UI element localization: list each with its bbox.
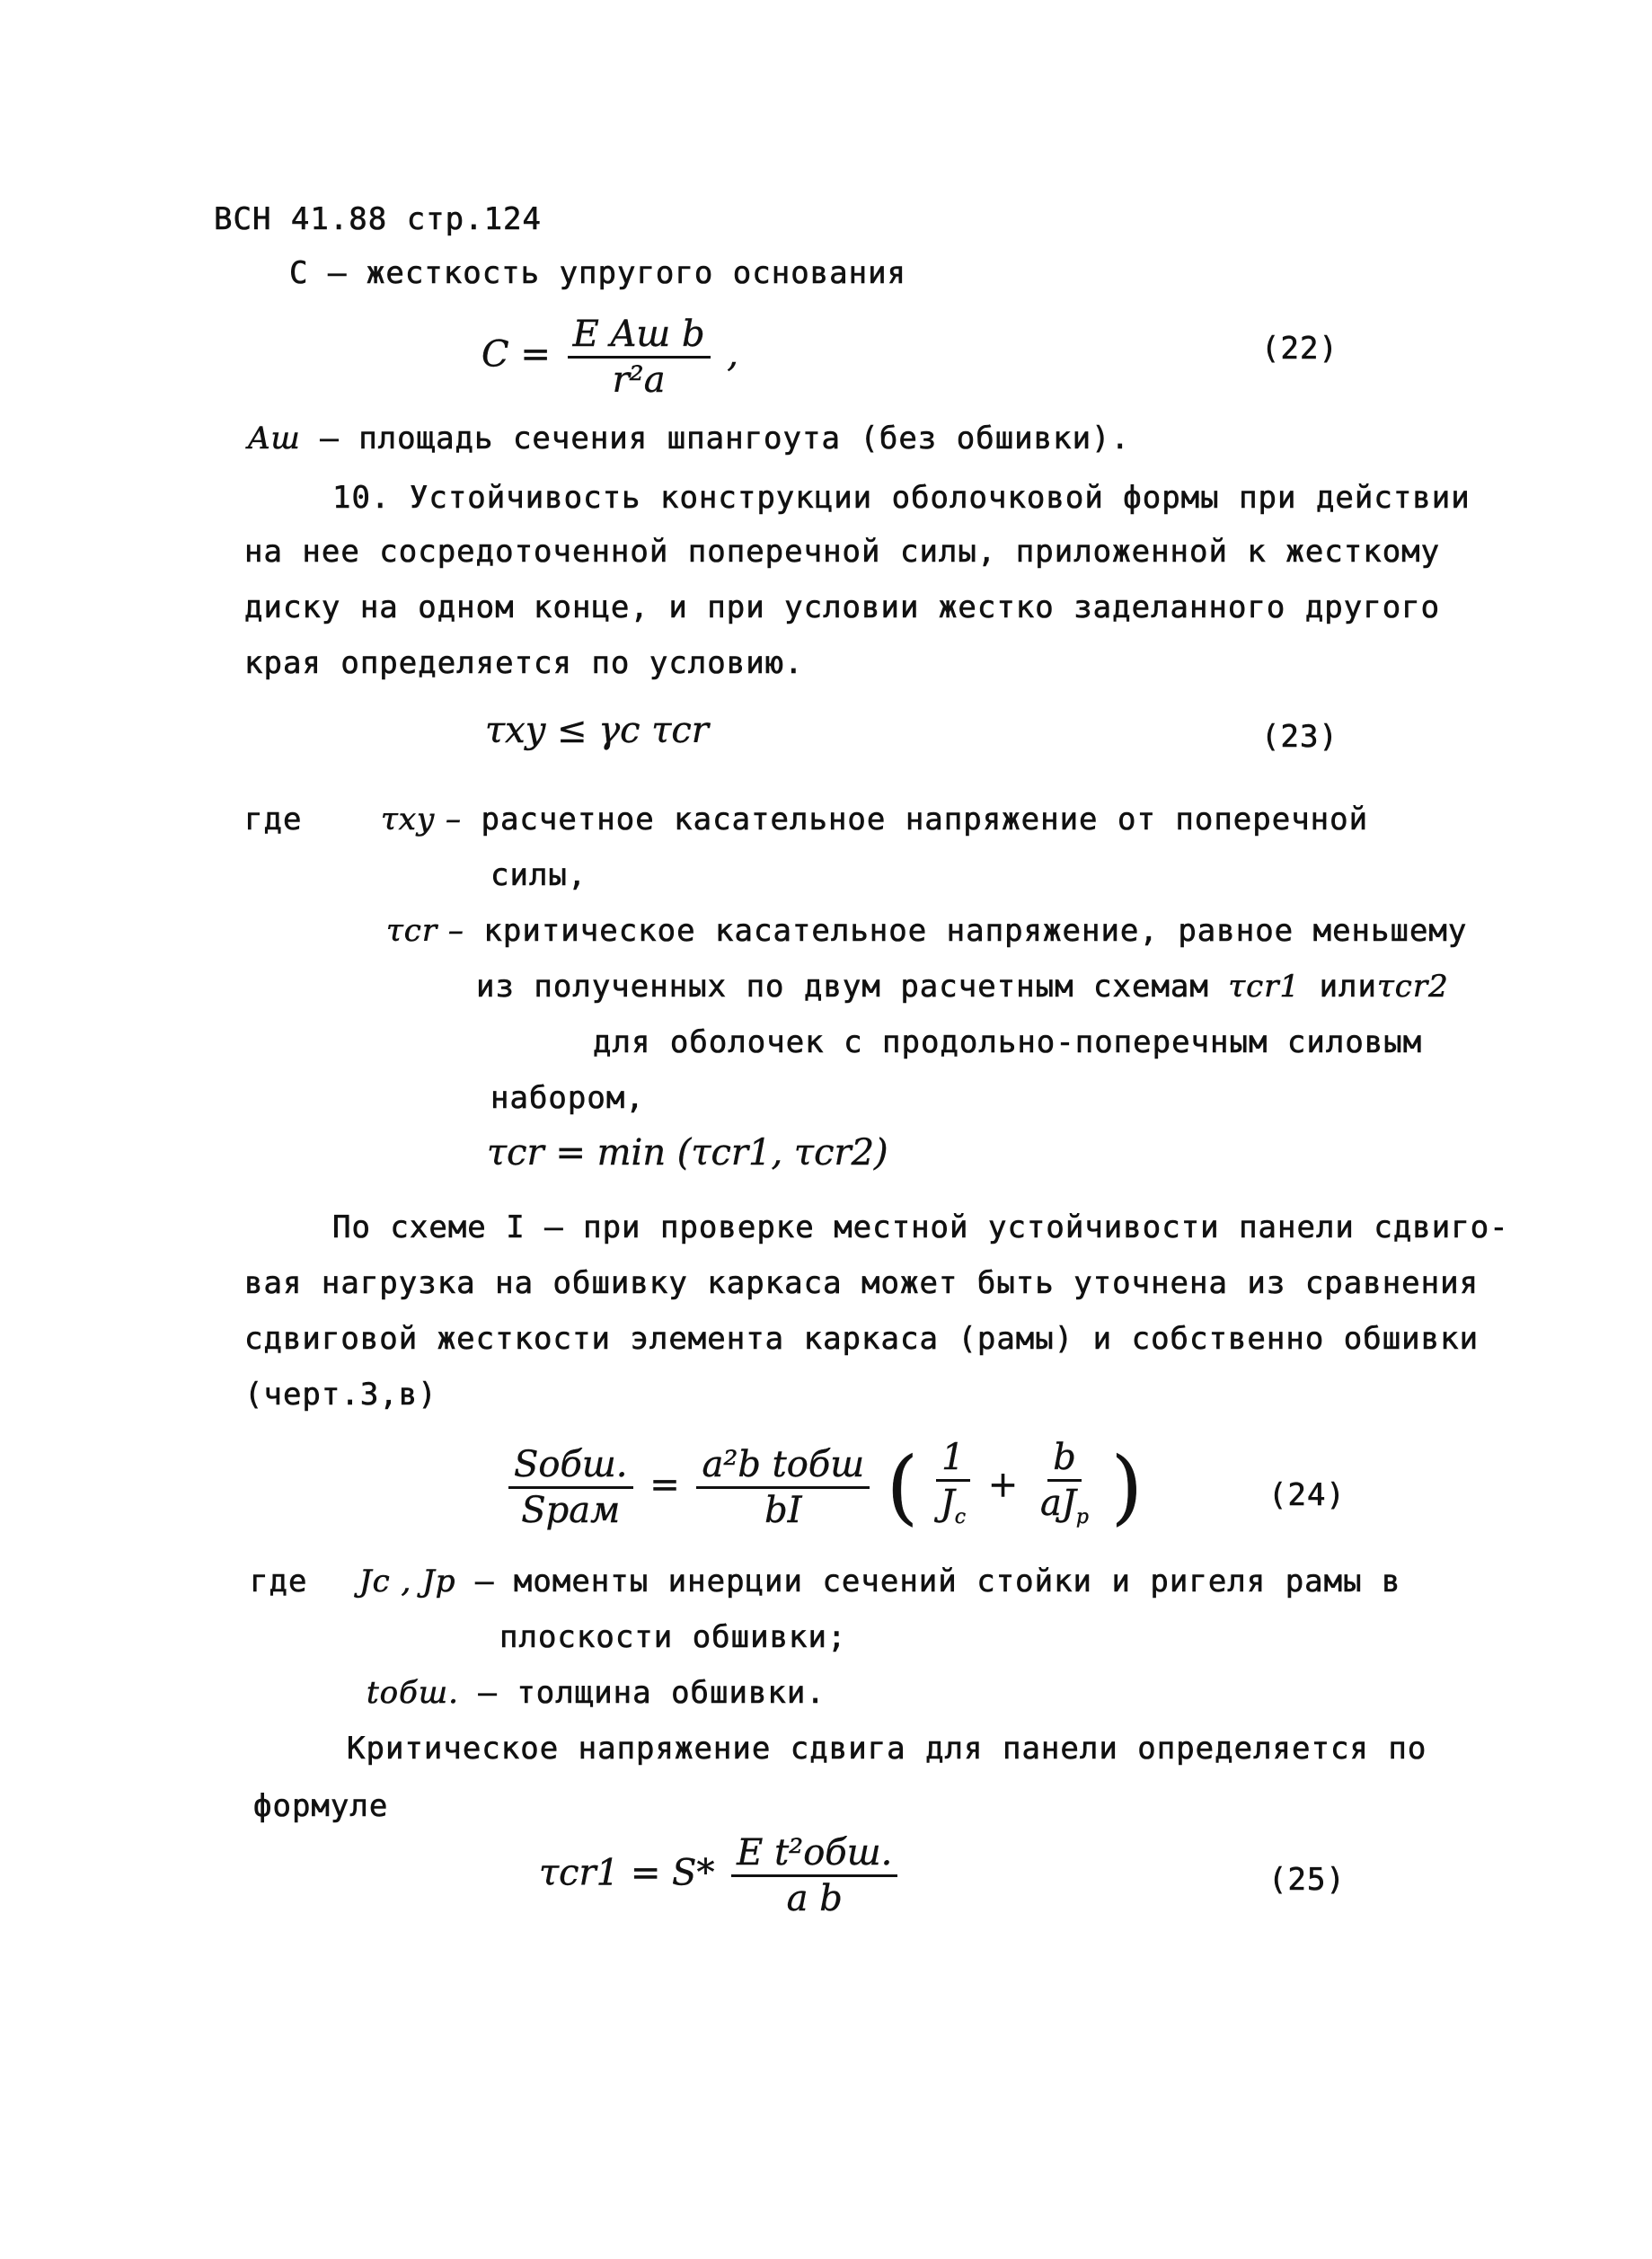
gde-label-2: где <box>250 1564 308 1599</box>
eq24-right-num: a²b tобш <box>696 1445 870 1489</box>
j-def-1: – моменты инерции сечений стойки и ригеля рамы в <box>474 1564 1401 1599</box>
equation-min: τcr = min (τcr1, τcr2) <box>487 1132 888 1174</box>
eq24-left-num: Sобш. <box>508 1445 633 1489</box>
eq22-number: (22) <box>1261 331 1338 367</box>
equation-23: τxy ≤ γc τcr <box>485 710 709 751</box>
scheme1-line-1: По схеме I – при проверке местной устойчивости панели сдвиго- <box>332 1209 1509 1245</box>
t-definition-row <box>367 1675 826 1711</box>
gde-label-1: где <box>244 802 303 837</box>
eq25-number: (25) <box>1268 1862 1346 1898</box>
a-definition-row <box>248 421 1130 456</box>
eq24-close-paren: ) <box>1110 1440 1143 1535</box>
p10-line-4: края определяется по условию. <box>244 645 804 681</box>
c-definition: С – жесткость упругого основания <box>289 255 907 291</box>
tau-cr-def-1: критическое касательное напряжение, равное меньшему <box>483 913 1468 949</box>
eq24-number: (24) <box>1268 1477 1346 1513</box>
eq24-left-den: Sрам <box>521 1490 621 1531</box>
tau-cr-def-4: набором, <box>490 1080 645 1116</box>
eq24-left-fraction <box>508 1445 633 1530</box>
scheme1-line-3: сдвиговой жесткости элемента каркаса (рамы) и собственно обшивки <box>244 1321 1480 1357</box>
eq22-numerator: E Aш b <box>568 314 711 359</box>
j-def-2: плоскости обшивки; <box>499 1619 847 1655</box>
p10-line-1: 10. Устойчивость конструкции оболочковой формы при действии <box>332 480 1471 516</box>
crit-line-1: Критическое напряжение сдвига для панели определяется по <box>347 1731 1427 1767</box>
eq24-equals: = <box>649 1464 680 1506</box>
p10-line-3: диску на одном конце, и при условии жестко заделанного другого <box>244 589 1441 625</box>
tau-xy-def-2: силы, <box>490 857 587 893</box>
eq24-right-fraction <box>696 1445 870 1530</box>
eq25-denominator: a b <box>786 1878 843 1919</box>
tau-cr-def-3: для оболочек с продольно-поперечным силовым <box>593 1024 1423 1060</box>
scheme1-line-2: вая нагрузка на обшивку каркаса может быть уточнена из сравнения <box>244 1265 1480 1301</box>
t-obsh-symbol: tобш. <box>367 1675 459 1711</box>
crit-line-2: формуле <box>253 1788 389 1824</box>
equation-25 <box>539 1833 903 1918</box>
tau-cr-symbol: τcr – <box>386 913 464 949</box>
tau-cr2-symbol: τcr2 <box>1377 969 1449 1005</box>
eq22-lhs: C = <box>481 333 551 376</box>
eq22-tail: , <box>727 333 739 376</box>
eq25-fraction <box>731 1833 897 1918</box>
eq24-open-paren: ( <box>886 1440 918 1535</box>
tau-xy-symbol: τxy – <box>381 802 462 837</box>
eq24-term2: $\frac{b}{aJ_p}$ <box>1040 1437 1090 1528</box>
tau-cr-row <box>386 913 1467 949</box>
eq25-numerator: E t²обш. <box>731 1833 897 1877</box>
tau-xy-row <box>381 802 1368 837</box>
eq25-lhs: τcr1 = S* <box>539 1852 715 1894</box>
a-definition-text: – площадь сечения шпангоута (без обшивки). <box>320 421 1130 456</box>
tau-cr-def-2: из полученных по двум расчетным схемам <box>476 969 1209 1005</box>
page-header: ВСН 41.88 стр.124 <box>214 201 542 237</box>
tau-xy-def-1: расчетное касательное напряжение от поперечной <box>481 802 1369 837</box>
eq24-right-den: bI <box>764 1490 802 1531</box>
j-definition-row <box>359 1564 1401 1599</box>
scheme1-line-4: (черт.3,в) <box>244 1377 437 1413</box>
equation-22 <box>481 314 738 400</box>
tau-cr-or: или <box>1319 969 1377 1005</box>
equation-24: $\frac{\text{Sобш.}}{\text{Sрам}}$ = $\frac{\text{a²b tобш}}{bI}$ ( $\frac{1}{J_c}$ + $\frac{b}{aJ_p}$ ) <box>503 1438 1143 1537</box>
eq23-number: (23) <box>1261 719 1338 755</box>
p10-line-2: на нее сосредоточенной поперечной силы, приложенной к жесткому <box>244 534 1441 570</box>
eq22-denominator: r²a <box>612 359 666 401</box>
eq24-term1: $\frac{1}{J_c}$ <box>935 1438 971 1537</box>
tau-cr-def-line-2 <box>476 969 1449 1005</box>
tau-cr1-symbol: τcr1 <box>1228 969 1301 1005</box>
j-symbol: Jc , Jр <box>359 1564 456 1599</box>
a-sh-symbol: Aш <box>248 421 301 456</box>
t-def: – толщина обшивки. <box>478 1675 826 1711</box>
eq22-fraction <box>568 314 711 400</box>
